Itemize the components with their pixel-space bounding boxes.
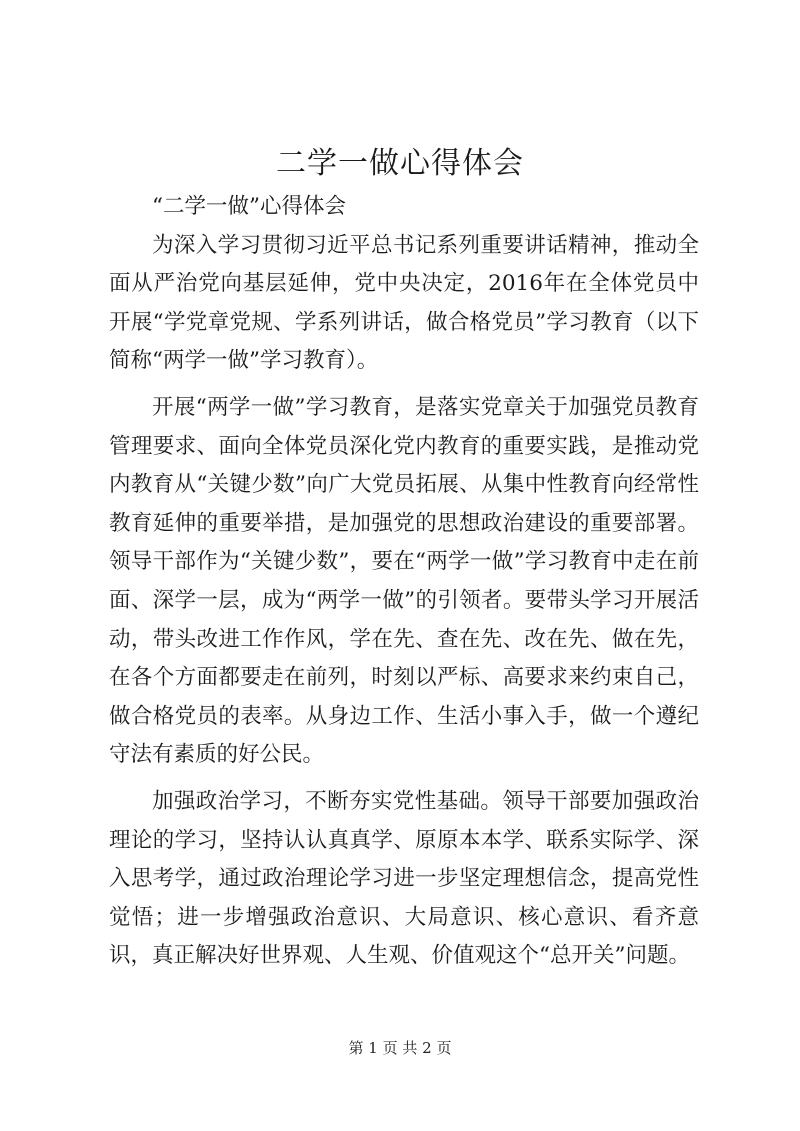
page-number-footer: 第 1 页 共 2 页 <box>348 1039 452 1057</box>
document-body <box>109 188 699 976</box>
document-subtitle: “二学一做”心得体会 <box>152 194 346 219</box>
paragraph-3: 加强政治学习，不断夯实党性基础。领导干部要加强政治理论的学习，坚持认认真真学、原原本本学、联系实际学、深入思考学，通过政治理论学习进一步坚定理想信念，提高党性觉悟；进一步增强政治意识、大局意识、核心意识、看齐意识，真正解决好世界观、人生观、价值观这个“总开关”问题。 <box>109 788 699 969</box>
document-title: 二学一做心得体会 <box>276 146 524 181</box>
paragraph-1: 为深入学习贯彻习近平总书记系列重要讲话精神，推动全面从严治党向基层延伸，党中央决定，2016年在全体党员中开展“学党章党规、学系列讲话，做合格党员”学习教育（以下简称“两学一做”学习教育）。 <box>109 232 699 374</box>
paragraph-2: 开展“两学一做”学习教育，是落实党章关于加强党员教育管理要求、面向全体党员深化党内教育的重要实践，是推动党内教育从“关键少数”向广大党员拓展、从集中性教育向经常性教育延伸的重要举措，是加强党的思想政治建设的重要部署。领导干部作为“关键少数”，要在“两学一做”学习教育中走在前面、深学一层，成为“两学一做”的引领者。要带头学习开展活动，带头改进工作作风，学在先、查在先、改在先、做在先，在各个方面都要走在前列，时刻以严标、高要求来约束自己，做合格党员的表率。从身边工作、生活小事入手，做一个遵纪守法有素质的好公民。 <box>109 394 699 768</box>
